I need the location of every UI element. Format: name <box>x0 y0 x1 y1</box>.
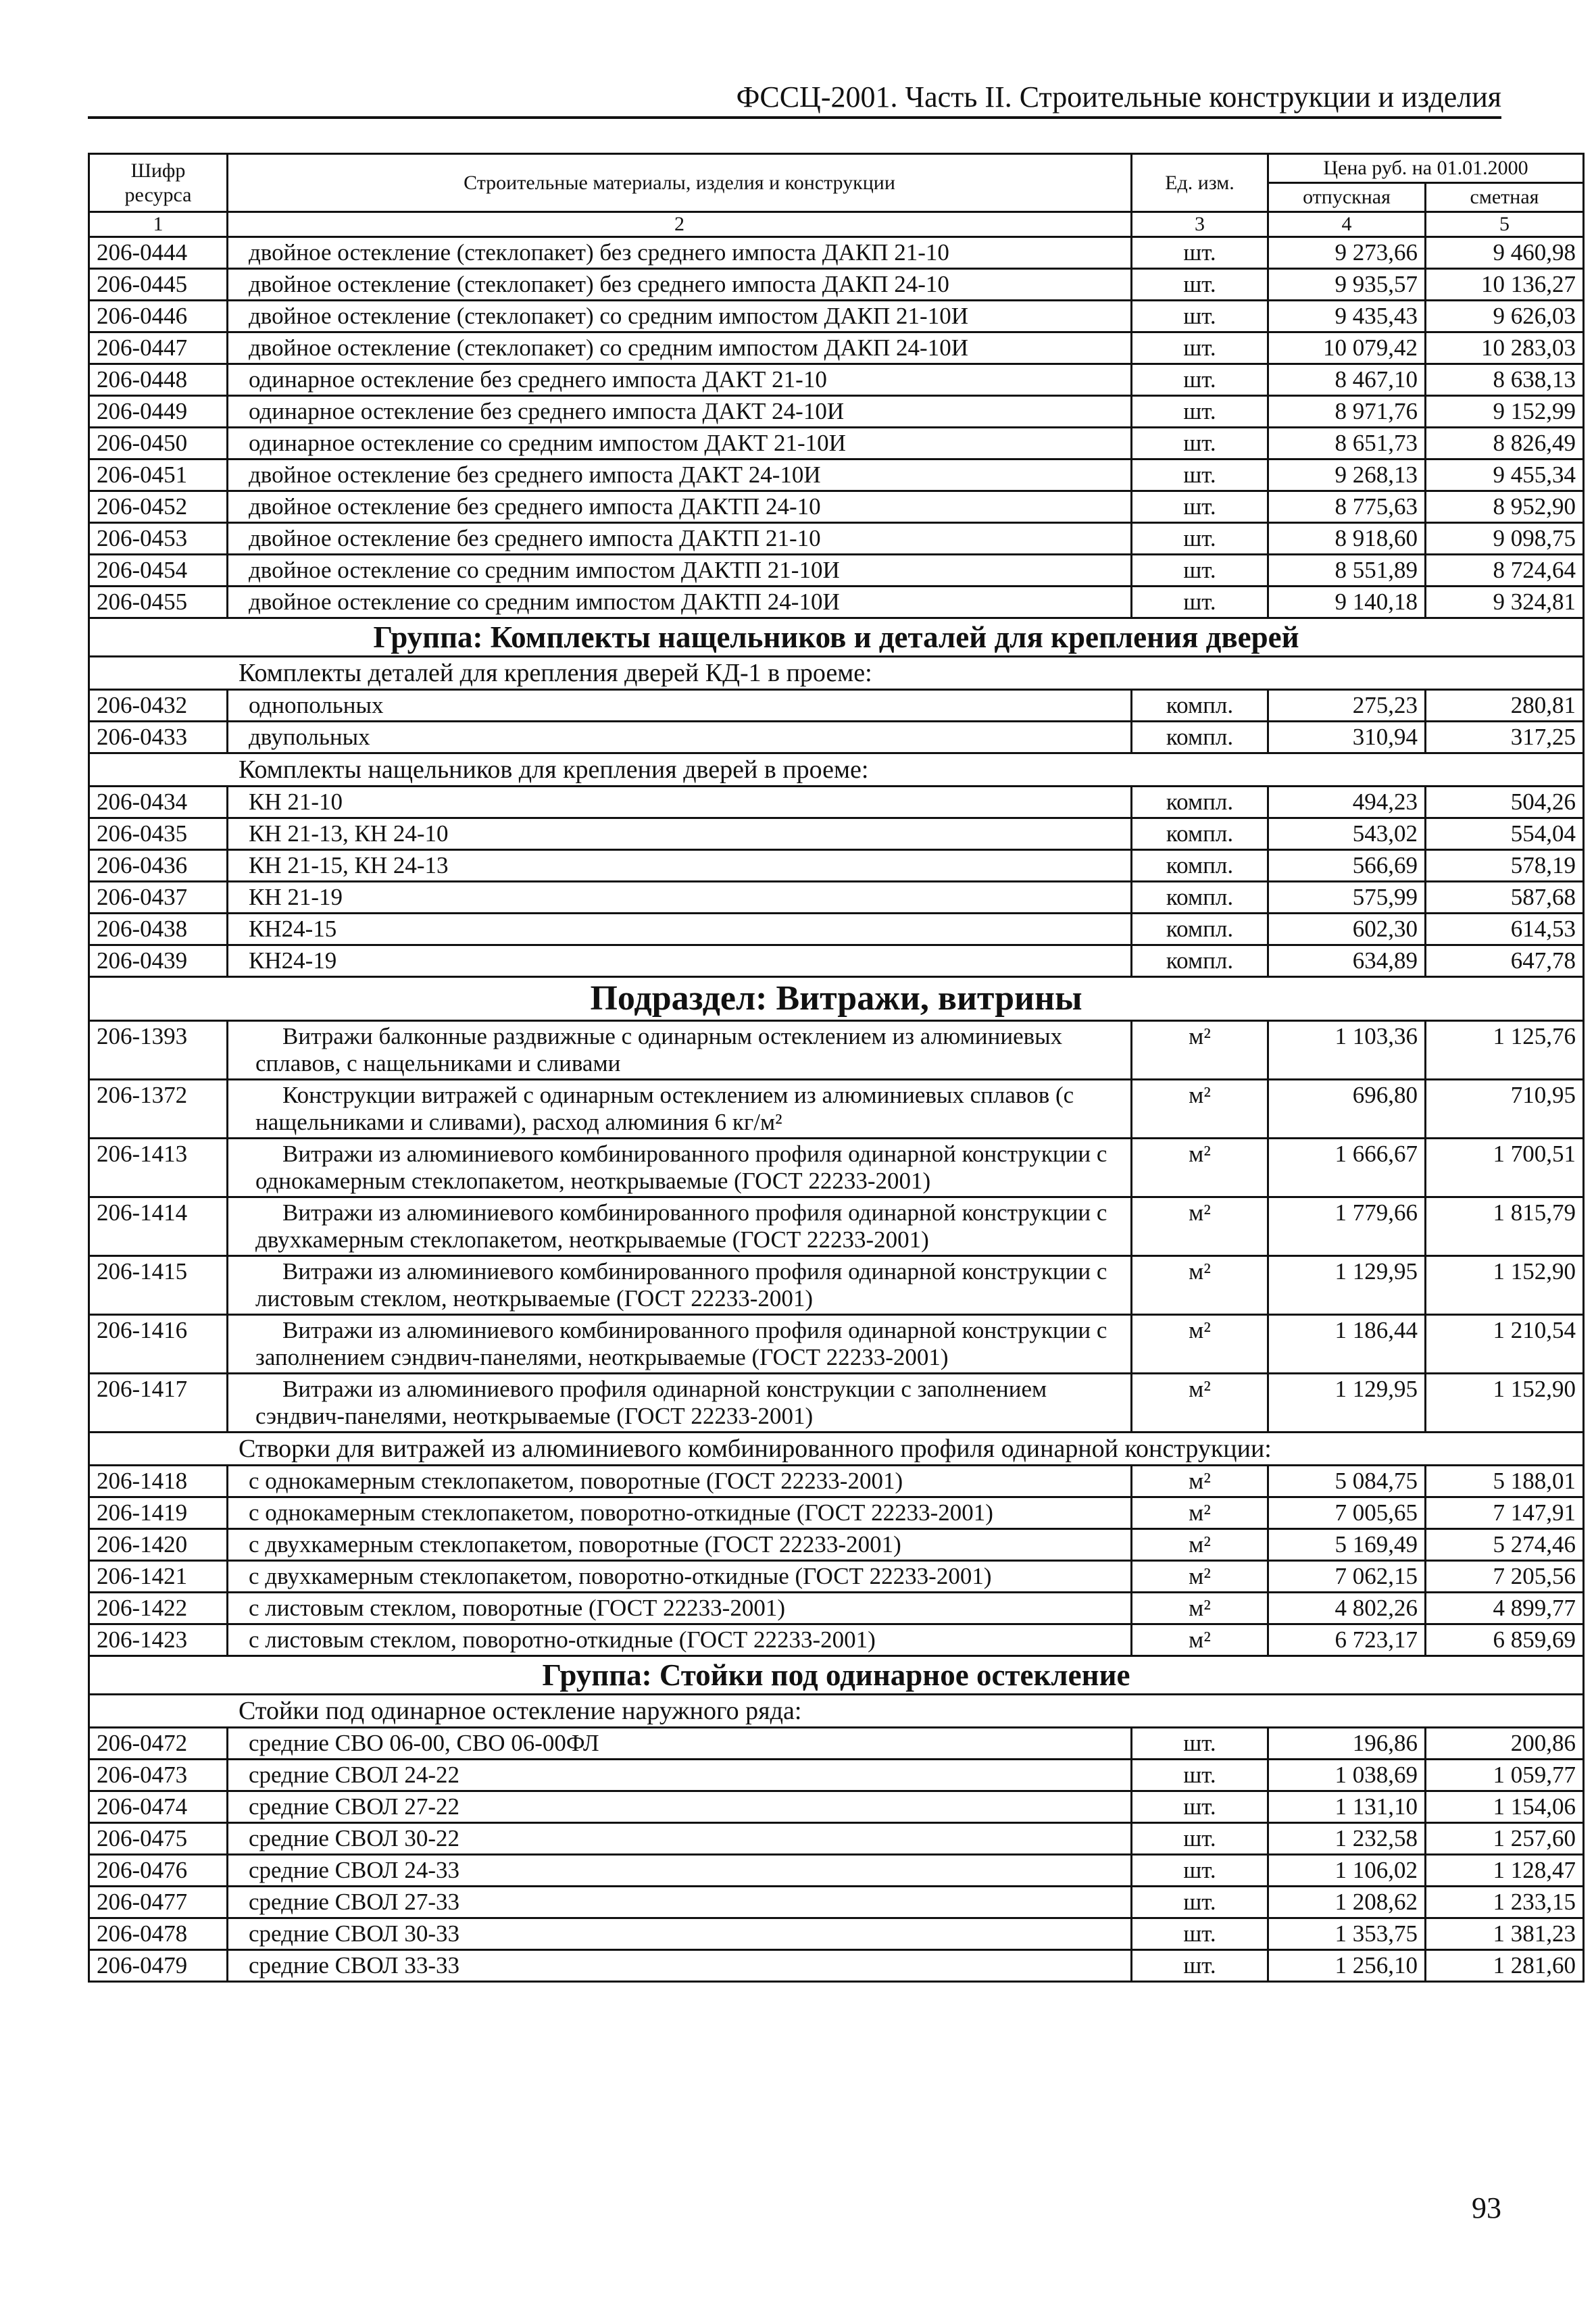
estimate-price: 1 281,60 <box>1426 1950 1584 1982</box>
table-row <box>89 1080 1584 1139</box>
material-name: с однокамерным стеклопакетом, поворотно-откидные (ГОСТ 22233-2001) <box>228 1497 1132 1529</box>
estimate-price: 6 859,69 <box>1426 1624 1584 1656</box>
estimate-price: 317,25 <box>1426 722 1584 753</box>
resource-code: 206-0455 <box>89 587 228 618</box>
material-name: Витражи балконные раздвижные с одинарным остеклением из алюминиевых сплавов, с нащельниками и сливами <box>228 1021 1132 1080</box>
subsection-heading <box>89 977 1584 1021</box>
unit-of-measure: шт. <box>1132 269 1268 301</box>
table-row <box>89 1950 1584 1982</box>
col-estimate-header: сметная <box>1426 183 1584 212</box>
estimate-price: 554,04 <box>1426 818 1584 850</box>
subgroup-heading <box>89 1695 1584 1728</box>
unit-of-measure: м² <box>1132 1561 1268 1593</box>
table-row <box>89 1593 1584 1624</box>
col-number: 4 <box>1268 212 1426 237</box>
resource-code: 206-0475 <box>89 1823 228 1855</box>
unit-of-measure: м² <box>1132 1529 1268 1561</box>
estimate-price: 1 125,76 <box>1426 1021 1584 1080</box>
release-price: 6 723,17 <box>1268 1624 1426 1656</box>
resource-code: 206-0450 <box>89 428 228 459</box>
estimate-price: 8 952,90 <box>1426 491 1584 523</box>
material-name: с листовым стеклом, поворотно-откидные (ГОСТ 22233-2001) <box>228 1624 1132 1656</box>
page-number: 93 <box>1472 2191 1501 2224</box>
estimate-price: 4 899,77 <box>1426 1593 1584 1624</box>
unit-of-measure: шт. <box>1132 1855 1268 1887</box>
unit-of-measure: м² <box>1132 1080 1268 1139</box>
header-rule <box>88 116 1501 119</box>
release-price: 1 103,36 <box>1268 1021 1426 1080</box>
subgroup-heading <box>89 1433 1584 1466</box>
subhead-title: Стойки под одинарное остекление наружного ряда: <box>89 1695 1584 1728</box>
resource-code: 206-0472 <box>89 1728 228 1760</box>
unit-of-measure: м² <box>1132 1139 1268 1197</box>
col-name-header: Строительные материалы, изделия и конструкции <box>228 154 1132 212</box>
estimate-price: 1 152,90 <box>1426 1374 1584 1433</box>
table-row <box>89 364 1584 396</box>
release-price: 8 918,60 <box>1268 523 1426 555</box>
estimate-price: 504,26 <box>1426 787 1584 818</box>
resource-code: 206-1421 <box>89 1561 228 1593</box>
unit-of-measure: компл. <box>1132 914 1268 945</box>
col-code-header: Шифр ресурса <box>89 154 228 212</box>
table-row <box>89 555 1584 587</box>
release-price: 10 079,42 <box>1268 332 1426 364</box>
price-table <box>88 153 1585 1983</box>
estimate-price: 9 460,98 <box>1426 237 1584 269</box>
group-title: Группа: Комплекты нащельников и деталей для крепления дверей <box>89 618 1584 657</box>
material-name: средние СВОЛ 30-22 <box>228 1823 1132 1855</box>
col-number: 1 <box>89 212 228 237</box>
estimate-price: 10 136,27 <box>1426 269 1584 301</box>
unit-of-measure: м² <box>1132 1021 1268 1080</box>
table-row <box>89 1315 1584 1374</box>
resource-code: 206-0447 <box>89 332 228 364</box>
release-price: 1 666,67 <box>1268 1139 1426 1197</box>
table-row <box>89 332 1584 364</box>
release-price: 1 779,66 <box>1268 1197 1426 1256</box>
unit-of-measure: шт. <box>1132 459 1268 491</box>
table-row <box>89 1256 1584 1315</box>
resource-code: 206-0437 <box>89 882 228 914</box>
table-row <box>89 587 1584 618</box>
group-title: Группа: Стойки под одинарное остекление <box>89 1656 1584 1695</box>
estimate-price: 9 152,99 <box>1426 396 1584 428</box>
release-price: 9 935,57 <box>1268 269 1426 301</box>
release-price: 494,23 <box>1268 787 1426 818</box>
release-price: 310,94 <box>1268 722 1426 753</box>
material-name: средние СВОЛ 27-22 <box>228 1791 1132 1823</box>
release-price: 696,80 <box>1268 1080 1426 1139</box>
release-price: 1 232,58 <box>1268 1823 1426 1855</box>
resource-code: 206-0436 <box>89 850 228 882</box>
unit-of-measure: м² <box>1132 1197 1268 1256</box>
unit-of-measure: компл. <box>1132 945 1268 977</box>
unit-of-measure: шт. <box>1132 237 1268 269</box>
resource-code: 206-0445 <box>89 269 228 301</box>
release-price: 1 353,75 <box>1268 1918 1426 1950</box>
release-price: 1 106,02 <box>1268 1855 1426 1887</box>
unit-of-measure: м² <box>1132 1497 1268 1529</box>
material-name: двойное остекление (стеклопакет) со средним импостом ДАКП 21-10И <box>228 301 1132 332</box>
material-name: с однокамерным стеклопакетом, поворотные (ГОСТ 22233-2001) <box>228 1466 1132 1497</box>
table-row <box>89 787 1584 818</box>
subsection-title: Подраздел: Витражи, витрины <box>89 977 1584 1021</box>
estimate-price: 200,86 <box>1426 1728 1584 1760</box>
unit-of-measure: компл. <box>1132 722 1268 753</box>
unit-of-measure: компл. <box>1132 882 1268 914</box>
estimate-price: 1 154,06 <box>1426 1791 1584 1823</box>
release-price: 5 084,75 <box>1268 1466 1426 1497</box>
estimate-price: 9 455,34 <box>1426 459 1584 491</box>
material-name: средние СВОЛ 24-33 <box>228 1855 1132 1887</box>
resource-code: 206-1420 <box>89 1529 228 1561</box>
material-name: двойное остекление (стеклопакет) без среднего импоста ДАКП 24-10 <box>228 269 1132 301</box>
table-row <box>89 690 1584 722</box>
unit-of-measure: компл. <box>1132 787 1268 818</box>
release-price: 275,23 <box>1268 690 1426 722</box>
estimate-price: 1 700,51 <box>1426 1139 1584 1197</box>
estimate-price: 9 626,03 <box>1426 301 1584 332</box>
material-name: одинарное остекление без среднего импоста ДАКТ 24-10И <box>228 396 1132 428</box>
unit-of-measure: шт. <box>1132 1918 1268 1950</box>
material-name: двойное остекление без среднего импоста ДАКТП 24-10 <box>228 491 1132 523</box>
col-unit-header: Ед. изм. <box>1132 154 1268 212</box>
release-price: 543,02 <box>1268 818 1426 850</box>
table-row <box>89 523 1584 555</box>
material-name: средние СВОЛ 24-22 <box>228 1760 1132 1791</box>
material-name: с двухкамерным стеклопакетом, поворотные (ГОСТ 22233-2001) <box>228 1529 1132 1561</box>
release-price: 1 129,95 <box>1268 1374 1426 1433</box>
release-price: 566,69 <box>1268 850 1426 882</box>
resource-code: 206-0478 <box>89 1918 228 1950</box>
material-name: средние СВОЛ 30-33 <box>228 1918 1132 1950</box>
material-name: двойное остекление (стеклопакет) со средним импостом ДАКП 24-10И <box>228 332 1132 364</box>
material-name: двойное остекление со средним импостом ДАКТП 24-10И <box>228 587 1132 618</box>
table-row <box>89 237 1584 269</box>
resource-code: 206-0473 <box>89 1760 228 1791</box>
estimate-price: 614,53 <box>1426 914 1584 945</box>
release-price: 1 038,69 <box>1268 1760 1426 1791</box>
resource-code: 206-1414 <box>89 1197 228 1256</box>
column-numbers-row <box>89 212 1584 237</box>
unit-of-measure: шт. <box>1132 1950 1268 1982</box>
unit-of-measure: шт. <box>1132 491 1268 523</box>
material-name: двойное остекление (стеклопакет) без среднего импоста ДАКП 21-10 <box>228 237 1132 269</box>
resource-code: 206-1422 <box>89 1593 228 1624</box>
unit-of-measure: шт. <box>1132 1760 1268 1791</box>
material-name: КН 21-19 <box>228 882 1132 914</box>
material-name: КН 21-10 <box>228 787 1132 818</box>
resource-code: 206-0438 <box>89 914 228 945</box>
resource-code: 206-0439 <box>89 945 228 977</box>
release-price: 1 186,44 <box>1268 1315 1426 1374</box>
col-price-header: Цена руб. на 01.01.2000 <box>1268 154 1584 183</box>
unit-of-measure: шт. <box>1132 428 1268 459</box>
unit-of-measure: м² <box>1132 1466 1268 1497</box>
material-name: двойное остекление со средним импостом ДАКТП 21-10И <box>228 555 1132 587</box>
subhead-title: Комплекты деталей для крепления дверей КД-1 в проеме: <box>89 657 1584 690</box>
estimate-price: 10 283,03 <box>1426 332 1584 364</box>
unit-of-measure: м² <box>1132 1315 1268 1374</box>
table-row <box>89 1624 1584 1656</box>
table-row <box>89 1728 1584 1760</box>
estimate-price: 1 152,90 <box>1426 1256 1584 1315</box>
release-price: 7 062,15 <box>1268 1561 1426 1593</box>
estimate-price: 587,68 <box>1426 882 1584 914</box>
unit-of-measure: шт. <box>1132 1728 1268 1760</box>
col-number: 2 <box>228 212 1132 237</box>
resource-code: 206-0477 <box>89 1887 228 1918</box>
release-price: 1 256,10 <box>1268 1950 1426 1982</box>
resource-code: 206-1372 <box>89 1080 228 1139</box>
release-price: 8 775,63 <box>1268 491 1426 523</box>
table-row <box>89 269 1584 301</box>
release-price: 9 140,18 <box>1268 587 1426 618</box>
resource-code: 206-0448 <box>89 364 228 396</box>
release-price: 4 802,26 <box>1268 1593 1426 1624</box>
estimate-price: 1 128,47 <box>1426 1855 1584 1887</box>
release-price: 9 268,13 <box>1268 459 1426 491</box>
release-price: 9 435,43 <box>1268 301 1426 332</box>
release-price: 602,30 <box>1268 914 1426 945</box>
release-price: 1 131,10 <box>1268 1791 1426 1823</box>
subhead-title: Створки для витражей из алюминиевого комбинированного профиля одинарной конструкции: <box>89 1433 1584 1466</box>
estimate-price: 710,95 <box>1426 1080 1584 1139</box>
table-header <box>89 154 1584 212</box>
table-row <box>89 1791 1584 1823</box>
material-name: КН24-19 <box>228 945 1132 977</box>
resource-code: 206-0433 <box>89 722 228 753</box>
release-price: 1 208,62 <box>1268 1887 1426 1918</box>
estimate-price: 1 059,77 <box>1426 1760 1584 1791</box>
table-row <box>89 1918 1584 1950</box>
table-row <box>89 1374 1584 1433</box>
col-number: 5 <box>1426 212 1584 237</box>
estimate-price: 7 147,91 <box>1426 1497 1584 1529</box>
resource-code: 206-1415 <box>89 1256 228 1315</box>
unit-of-measure: шт. <box>1132 1823 1268 1855</box>
estimate-price: 578,19 <box>1426 850 1584 882</box>
material-name: средние СВО 06-00, СВО 06-00ФЛ <box>228 1728 1132 1760</box>
subgroup-heading <box>89 657 1584 690</box>
table-row <box>89 1760 1584 1791</box>
release-price: 8 651,73 <box>1268 428 1426 459</box>
material-name: КН24-15 <box>228 914 1132 945</box>
col-number: 3 <box>1132 212 1268 237</box>
table-row <box>89 491 1584 523</box>
unit-of-measure: шт. <box>1132 523 1268 555</box>
running-header: ФССЦ-2001. Часть II. Строительные конструкции и изделия <box>736 80 1501 114</box>
table-row <box>89 914 1584 945</box>
material-name: двупольных <box>228 722 1132 753</box>
unit-of-measure: м² <box>1132 1256 1268 1315</box>
table-row <box>89 1021 1584 1080</box>
unit-of-measure: шт. <box>1132 555 1268 587</box>
material-name: Конструкции витражей с одинарным остеклением из алюминиевых сплавов (с нащельниками и сливами), расход алюминия 6 кг/м² <box>228 1080 1132 1139</box>
resource-code: 206-1419 <box>89 1497 228 1529</box>
material-name: Витражи из алюминиевого профиля одинарной конструкции с заполнением сэндвич-панелями, неоткрываемые (ГОСТ 22233-2001) <box>228 1374 1132 1433</box>
resource-code: 206-0453 <box>89 523 228 555</box>
unit-of-measure: шт. <box>1132 364 1268 396</box>
resource-code: 206-1418 <box>89 1466 228 1497</box>
unit-of-measure: шт. <box>1132 587 1268 618</box>
release-price: 634,89 <box>1268 945 1426 977</box>
material-name: средние СВОЛ 33-33 <box>228 1950 1132 1982</box>
unit-of-measure: шт. <box>1132 1791 1268 1823</box>
resource-code: 206-0474 <box>89 1791 228 1823</box>
release-price: 7 005,65 <box>1268 1497 1426 1529</box>
release-price: 1 129,95 <box>1268 1256 1426 1315</box>
estimate-price: 1 257,60 <box>1426 1823 1584 1855</box>
table-row <box>89 818 1584 850</box>
table-row <box>89 945 1584 977</box>
resource-code: 206-0454 <box>89 555 228 587</box>
resource-code: 206-1423 <box>89 1624 228 1656</box>
resource-code: 206-0434 <box>89 787 228 818</box>
resource-code: 206-1416 <box>89 1315 228 1374</box>
resource-code: 206-0479 <box>89 1950 228 1982</box>
resource-code: 206-1393 <box>89 1021 228 1080</box>
material-name: однопольных <box>228 690 1132 722</box>
unit-of-measure: шт. <box>1132 396 1268 428</box>
release-price: 9 273,66 <box>1268 237 1426 269</box>
unit-of-measure: м² <box>1132 1624 1268 1656</box>
resource-code: 206-0446 <box>89 301 228 332</box>
estimate-price: 8 638,13 <box>1426 364 1584 396</box>
release-price: 8 551,89 <box>1268 555 1426 587</box>
table-row <box>89 1197 1584 1256</box>
material-name: одинарное остекление без среднего импоста ДАКТ 21-10 <box>228 364 1132 396</box>
unit-of-measure: шт. <box>1132 1887 1268 1918</box>
estimate-price: 5 274,46 <box>1426 1529 1584 1561</box>
col-release-header: отпускная <box>1268 183 1426 212</box>
subhead-title: Комплекты нащельников для крепления дверей в проеме: <box>89 753 1584 787</box>
material-name: средние СВОЛ 27-33 <box>228 1887 1132 1918</box>
estimate-price: 280,81 <box>1426 690 1584 722</box>
release-price: 196,86 <box>1268 1728 1426 1760</box>
unit-of-measure: компл. <box>1132 690 1268 722</box>
estimate-price: 647,78 <box>1426 945 1584 977</box>
table-row <box>89 1466 1584 1497</box>
estimate-price: 1 210,54 <box>1426 1315 1584 1374</box>
estimate-price: 1 815,79 <box>1426 1197 1584 1256</box>
resource-code: 206-0444 <box>89 237 228 269</box>
table-row <box>89 459 1584 491</box>
unit-of-measure: м² <box>1132 1593 1268 1624</box>
resource-code: 206-0452 <box>89 491 228 523</box>
subgroup-heading <box>89 753 1584 787</box>
table-row <box>89 1561 1584 1593</box>
table-row <box>89 396 1584 428</box>
estimate-price: 5 188,01 <box>1426 1466 1584 1497</box>
estimate-price: 8 826,49 <box>1426 428 1584 459</box>
table-row <box>89 301 1584 332</box>
resource-code: 206-0476 <box>89 1855 228 1887</box>
table-row <box>89 1497 1584 1529</box>
unit-of-measure: компл. <box>1132 818 1268 850</box>
resource-code: 206-0435 <box>89 818 228 850</box>
estimate-price: 8 724,64 <box>1426 555 1584 587</box>
material-name: Витражи из алюминиевого комбинированного профиля одинарной конструкции с двухкамерным стеклопакетом, неоткрываемые (ГОСТ 22233-2001) <box>228 1197 1132 1256</box>
material-name: КН 21-13, КН 24-10 <box>228 818 1132 850</box>
release-price: 575,99 <box>1268 882 1426 914</box>
table-body <box>89 212 1584 1982</box>
unit-of-measure: м² <box>1132 1374 1268 1433</box>
material-name: двойное остекление без среднего импоста ДАКТП 21-10 <box>228 523 1132 555</box>
table-row <box>89 850 1584 882</box>
table-row <box>89 1139 1584 1197</box>
resource-code: 206-1417 <box>89 1374 228 1433</box>
release-price: 8 971,76 <box>1268 396 1426 428</box>
table-row <box>89 1823 1584 1855</box>
estimate-price: 1 381,23 <box>1426 1918 1584 1950</box>
estimate-price: 1 233,15 <box>1426 1887 1584 1918</box>
material-name: двойное остекление без среднего импоста ДАКТ 24-10И <box>228 459 1132 491</box>
estimate-price: 9 324,81 <box>1426 587 1584 618</box>
material-name: одинарное остекление со средним импостом ДАКТ 21-10И <box>228 428 1132 459</box>
material-name: Витражи из алюминиевого комбинированного профиля одинарной конструкции с листовым стеклом, неоткрываемые (ГОСТ 22233-2001) <box>228 1256 1132 1315</box>
group-heading <box>89 1656 1584 1695</box>
table-row <box>89 1887 1584 1918</box>
table-row <box>89 428 1584 459</box>
estimate-price: 7 205,56 <box>1426 1561 1584 1593</box>
group-heading <box>89 618 1584 657</box>
resource-code: 206-0449 <box>89 396 228 428</box>
resource-code: 206-0432 <box>89 690 228 722</box>
estimate-price: 9 098,75 <box>1426 523 1584 555</box>
unit-of-measure: шт. <box>1132 301 1268 332</box>
material-name: КН 21-15, КН 24-13 <box>228 850 1132 882</box>
unit-of-measure: компл. <box>1132 850 1268 882</box>
material-name: с листовым стеклом, поворотные (ГОСТ 22233-2001) <box>228 1593 1132 1624</box>
material-name: Витражи из алюминиевого комбинированного профиля одинарной конструкции с однокамерным стеклопакетом, неоткрываемые (ГОСТ 22233-2001) <box>228 1139 1132 1197</box>
material-name: с двухкамерным стеклопакетом, поворотно-откидные (ГОСТ 22233-2001) <box>228 1561 1132 1593</box>
release-price: 5 169,49 <box>1268 1529 1426 1561</box>
release-price: 8 467,10 <box>1268 364 1426 396</box>
table-row <box>89 1529 1584 1561</box>
table-row <box>89 882 1584 914</box>
unit-of-measure: шт. <box>1132 332 1268 364</box>
resource-code: 206-1413 <box>89 1139 228 1197</box>
material-name: Витражи из алюминиевого комбинированного профиля одинарной конструкции с заполнением сэндвич-панелями, неоткрываемые (ГОСТ 22233-2001) <box>228 1315 1132 1374</box>
table-row <box>89 722 1584 753</box>
table-row <box>89 1855 1584 1887</box>
resource-code: 206-0451 <box>89 459 228 491</box>
